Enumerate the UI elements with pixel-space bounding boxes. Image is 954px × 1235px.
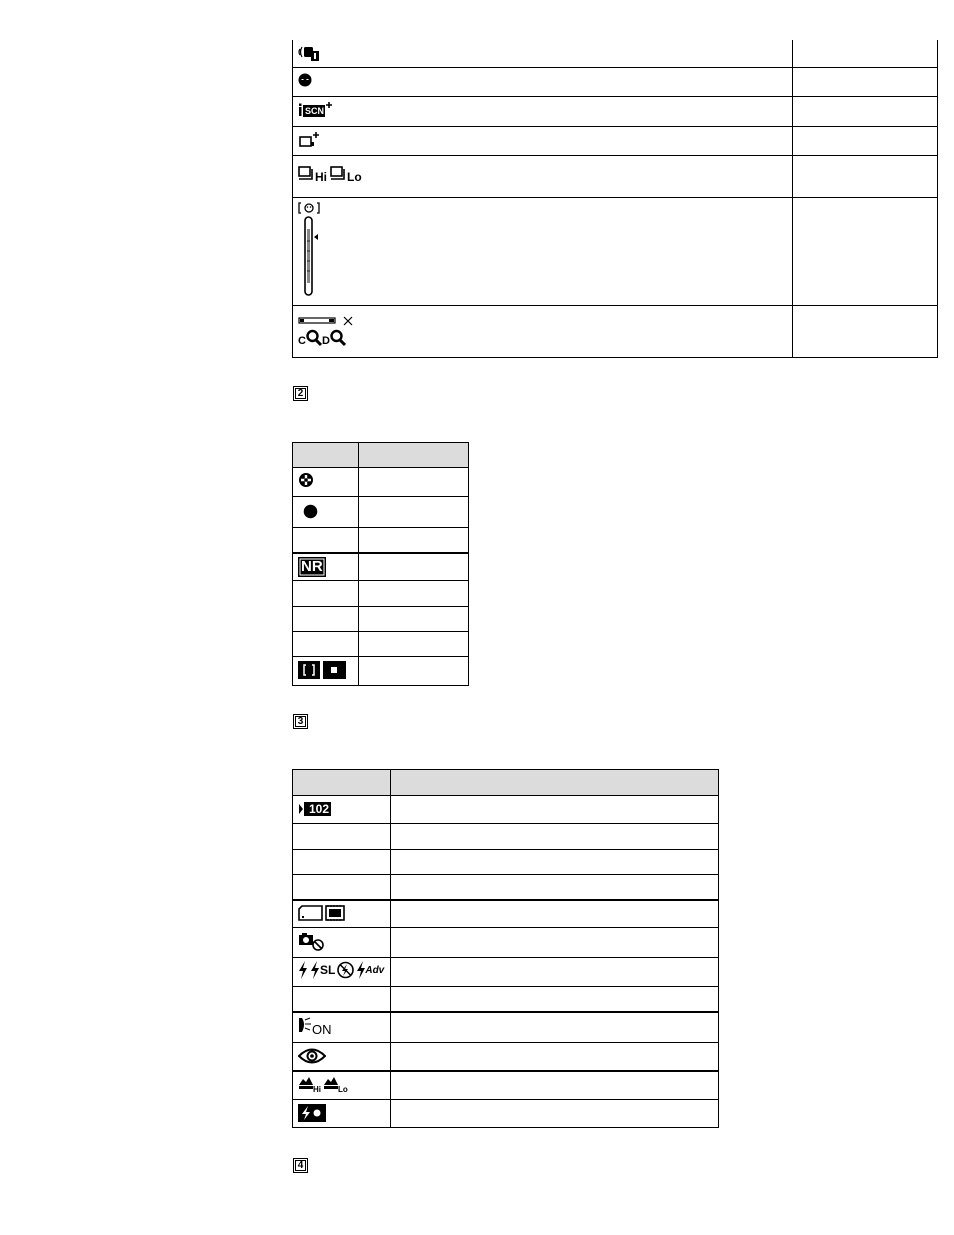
table-row [293,67,938,96]
section-number-4-text: 4 [295,1160,306,1171]
dro-lo-label: Lo [338,1084,348,1094]
indicator-table-1 [292,40,938,358]
flash-mode-icons [298,961,384,979]
af-illuminator-on-label: ON [312,1021,332,1037]
table-header-row [293,443,469,468]
section-number-2-text: 2 [295,388,306,399]
table-row [293,607,469,632]
slow-sync-label: SL [320,963,336,977]
red-eye-icon [298,1047,326,1065]
smile-shutter-meter-icon [298,201,324,301]
table-row [293,900,719,928]
lo-label: Lo [347,169,362,184]
table-row [293,468,469,497]
dro-hi-label: Hi [313,1084,321,1094]
d-label: D [321,334,330,347]
picture-effect-plus-icon [298,130,322,150]
superior-auto-scene-icon [298,100,336,120]
table-row [293,875,719,900]
table-row [293,96,938,126]
no-shoot-icon [298,931,326,951]
advanced-flash-label: Adv [365,964,385,976]
table-row [293,528,469,553]
table-row [293,126,938,155]
folder-icon [298,801,332,817]
section-number-2 [293,386,308,401]
table-row [293,1071,719,1100]
memory-card-icon [298,905,346,921]
table-row [293,632,469,657]
continuous-hi-lo-icon [298,164,362,184]
af-area-icons [298,661,346,679]
steady-shot-info-icon [298,43,322,63]
table-row [293,155,938,197]
table-row [293,40,938,67]
noise-reduction-icon [298,557,326,577]
flash-charge-icon [298,1104,326,1122]
table-row [293,928,719,958]
table-row [293,1100,719,1128]
table-row [293,553,469,581]
table-row [293,1043,719,1071]
table-row [293,796,719,824]
hi-label: Hi [315,169,327,184]
iscn-label: SCN [305,105,325,116]
c-label: C [298,334,306,347]
table-row [293,850,719,875]
table-header-row [293,770,719,796]
table-row [293,987,719,1012]
indicator-table-3 [292,769,719,1128]
face-icon [298,73,312,87]
table-row [293,305,938,357]
zoom-icon [298,315,356,347]
table-row [293,581,469,607]
table-row [293,958,719,987]
focus-indicator-icon [303,504,318,519]
folder-number: 102 [309,802,330,816]
section-number-3-text: 3 [295,716,306,727]
table-row [293,1012,719,1043]
table-row [293,497,469,528]
table-row [293,824,719,850]
nr-label: NR [301,557,323,575]
af-illuminator-icon [298,1016,332,1037]
indicator-table-2 [292,442,469,686]
section-number-4 [293,1158,308,1173]
table-row [293,197,938,305]
focus-lock-icon [298,472,314,488]
dro-icon [298,1075,348,1094]
section-number-3 [293,714,308,729]
table-row [293,657,469,686]
